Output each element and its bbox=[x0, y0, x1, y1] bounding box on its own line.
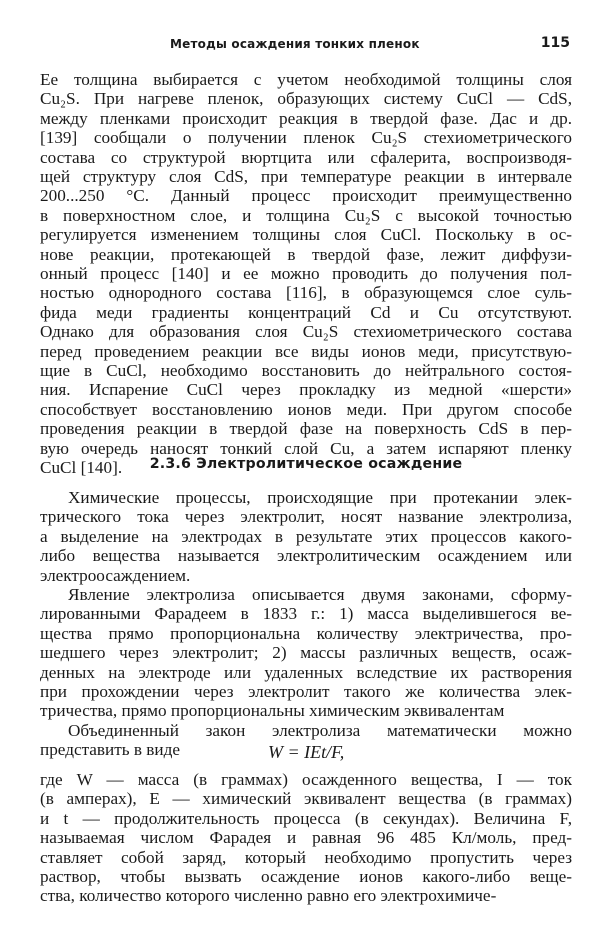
faraday-formula: W = IEt/F, bbox=[268, 742, 345, 763]
text-line: Cu₂S. При нагреве пленок, образующих систему CuCl — CdS, bbox=[40, 89, 572, 109]
text-line: состава со структурой вюртцита или сфалерита, воспроизводя- bbox=[40, 147, 572, 167]
text-line-end: CuCl [140]. bbox=[40, 458, 123, 477]
text-line: ства, количество которого численно равно его электрохимиче- bbox=[40, 886, 497, 906]
text-line: Химические процессы, происходящие при протекании элек- bbox=[68, 488, 572, 507]
text-line: щей структуру слоя CdS, при температуре реакции в интервале bbox=[40, 167, 572, 186]
text-line: проведения реакции в твердой фазе на поверхность CdS в пер- bbox=[40, 419, 572, 439]
text-line: 200...250 °C. Данный процесс происходит преимущественно bbox=[40, 186, 572, 206]
text-line: а выделение на электродах в результате этих процессов какого- bbox=[40, 526, 572, 546]
text-line: [139] сообщали о получении пленок Cu₂S стехиометрического bbox=[40, 128, 572, 148]
text-line: Объединенный закон электролиза математически можно bbox=[68, 720, 572, 740]
text-line: шедшего через электролит; 2) массы различных веществ, осаж- bbox=[40, 643, 572, 663]
text-line: ния. Испарение CuCl через прокладку из медной «шерсти» bbox=[40, 380, 572, 400]
text-line: нове реакции, протекающей в твердой фазе, лежит диффузи- bbox=[40, 244, 572, 264]
text-line: ностью однородного состава [116], в образующемся слое суль- bbox=[40, 283, 572, 303]
text-line: способствует восстановлению ионов меди. При другом способе bbox=[40, 399, 572, 419]
text-line: где W — масса (в граммах) осажденного вещества, I — ток bbox=[40, 770, 572, 789]
text-line: называемая числом Фарадея и равная 96 485 Кл/моль, пред- bbox=[40, 828, 572, 848]
text-line: раствор, чтобы вызвать осаждение ионов какого-либо веще- bbox=[40, 867, 572, 886]
text-line: при прохождении через электролит такого же количества элек- bbox=[40, 682, 572, 701]
text-line: электроосаждением. bbox=[40, 565, 191, 585]
text-line: ставляет собой заряд, который необходимо пропустить через bbox=[40, 847, 572, 867]
text-line: лированными Фарадеем в 1833 г.: 1) масса выделившегося ве- bbox=[40, 604, 572, 624]
text-line: трического тока через электролит, носят название электролиза, bbox=[40, 507, 572, 527]
text-line: перед проведением реакции все виды ионов меди, присутствую- bbox=[40, 341, 572, 361]
text-line: и t — продолжительность процесса (в секундах). Величина F, bbox=[40, 808, 572, 828]
text-line: Однако для образования слоя Cu₂S стехиометрического состава bbox=[40, 322, 572, 342]
text-line: щества прямо пропорциональна количеству электричества, про- bbox=[40, 623, 572, 643]
text-line: регулируется изменением толщины слоя CuCl. Поскольку в ос- bbox=[40, 225, 572, 245]
formula-lead-text: представить в виде bbox=[40, 740, 180, 760]
text-line: онный процесс [140] и ее можно проводить до получения пол- bbox=[40, 264, 572, 283]
text-line: денных на электроде или удаленных вследствие их растворения bbox=[40, 662, 572, 682]
text-line: щие в CuCl, необходимо восстановить до нейтрального состоя- bbox=[40, 361, 572, 380]
text-line: Ее толщина выбирается с учетом необходимой толщины слоя bbox=[40, 70, 572, 89]
text-line: Явление электролиза описывается двумя законами, сформу- bbox=[68, 585, 572, 604]
text-line: либо вещества называется электролитическим осаждением или bbox=[40, 546, 572, 566]
text-line: фида меди градиенты концентраций Cd и Cu отсутствуют. bbox=[40, 302, 572, 322]
page-number: 115 bbox=[540, 35, 570, 51]
text-line: между пленками происходит реакция в твердой фазе. Дас и др. bbox=[40, 108, 572, 128]
text-line: вую очередь наносят тонкий слой Cu, а затем испаряют пленку bbox=[40, 438, 572, 458]
text-line: в поверхностном слое, и толщина Cu₂S с высокой точностью bbox=[40, 205, 572, 225]
running-header-title: Методы осаждения тонких пленок bbox=[170, 37, 420, 51]
running-header bbox=[40, 35, 578, 55]
text-line: тричества, прямо пропорциональны химическим эквивалентам bbox=[40, 701, 505, 721]
section-heading: 2.3.6 Электролитическое осаждение bbox=[149, 456, 463, 472]
text-line: (в амперах), E — химический эквивалент вещества (в граммах) bbox=[40, 789, 572, 809]
